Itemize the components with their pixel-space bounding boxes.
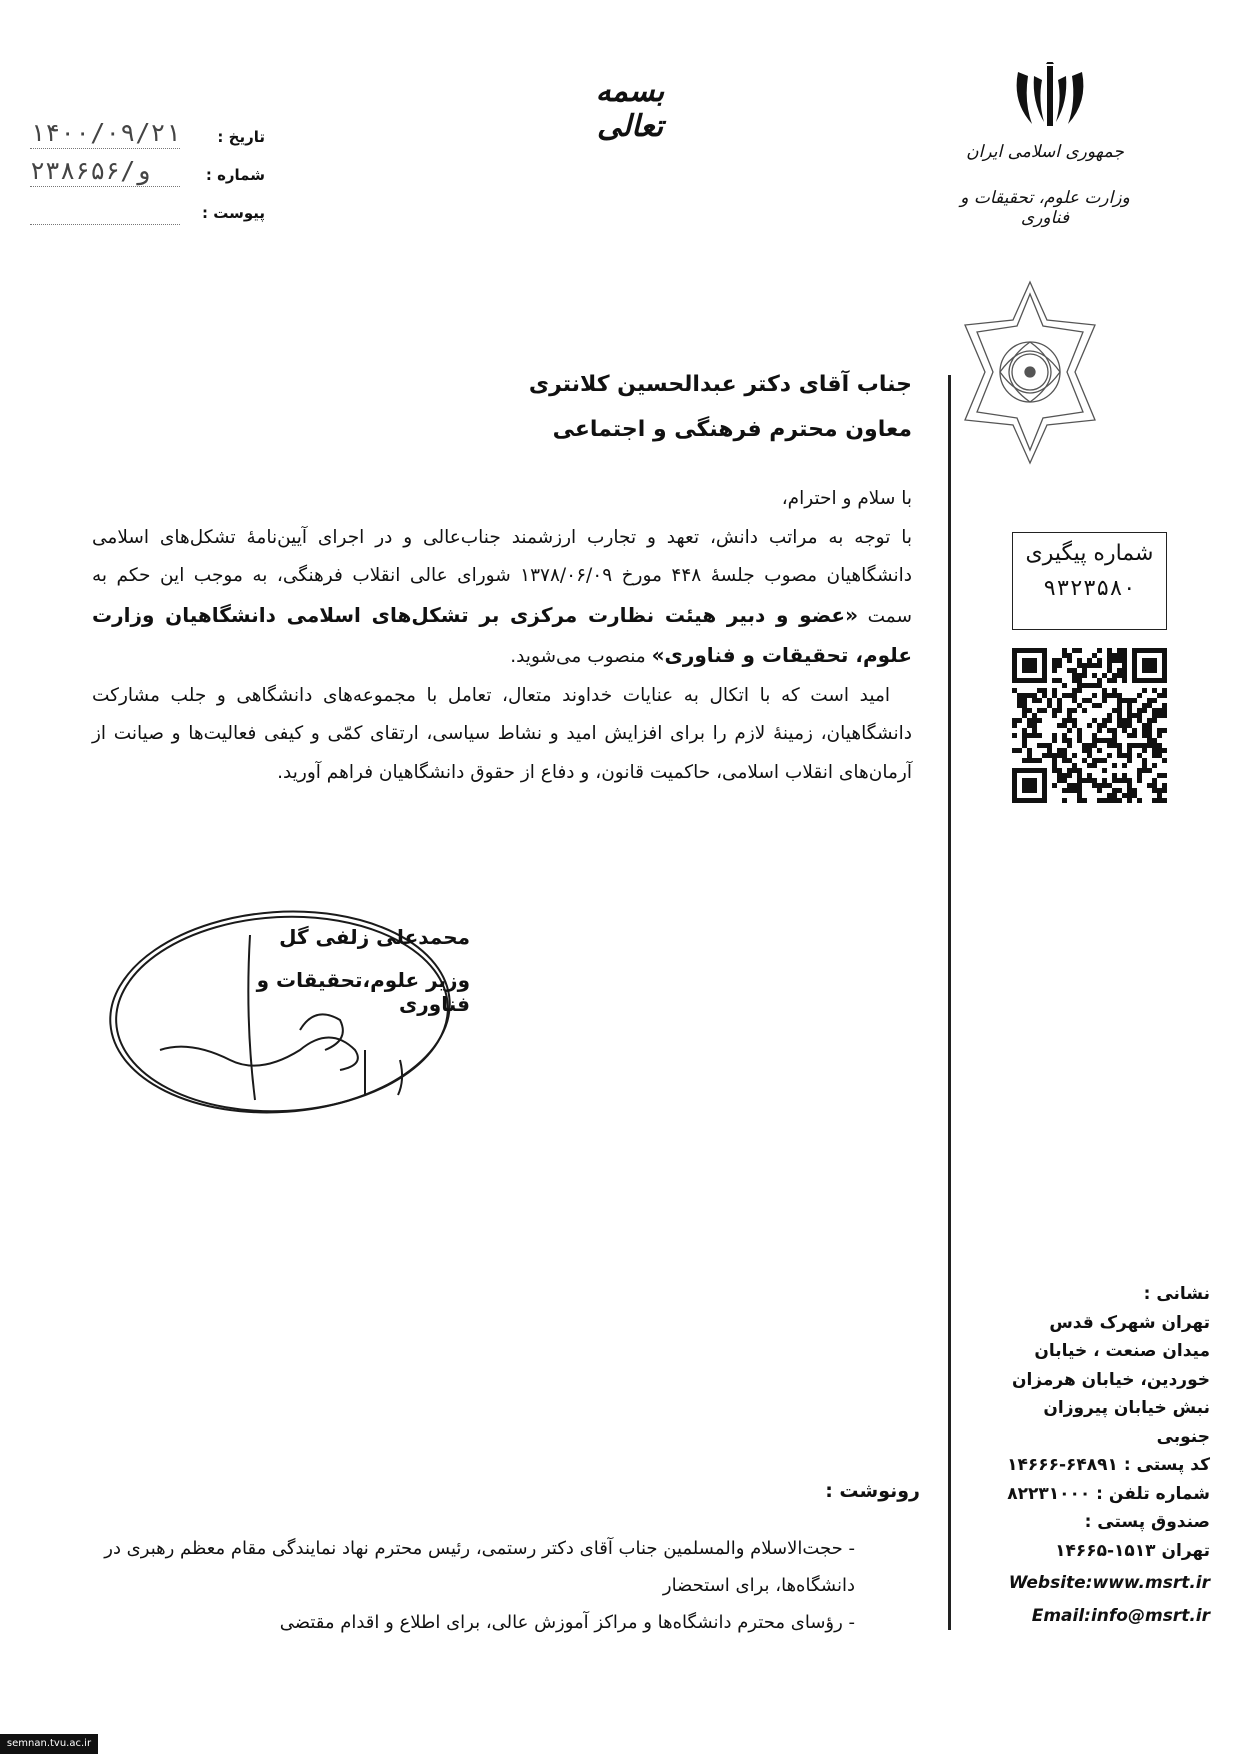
cc-list: [90, 1530, 855, 1641]
qr-code-icon: [1012, 648, 1167, 803]
paragraph-1-text-a: با توجه به مراتب دانش، تعهد و تجارب ارزشمند جناب‌عالی و در اجرای آیین‌نامهٔ تشکل‌های اسلامی دانشگاهیان مصوب جلسهٔ ۴۴۸ مورخ ۱۳۷۸/۰۶/۰۹ شورای عالی انقلاب فرهنگی، به موجب این حکم به سمت: [92, 526, 912, 627]
ministry-title: وزارت علوم، تحقیقات و فناوری: [960, 188, 1130, 228]
attachment-field: [30, 200, 265, 230]
date-value: ۱۴۰۰/۰۹/۲۱: [30, 118, 181, 147]
email-link[interactable]: Email:info@msrt.ir: [1031, 1605, 1210, 1626]
address-line: نبش خیابان پیروزان جنوبی: [1043, 1398, 1210, 1447]
postal-code: کد پستی : ۶۴۸۹۱-۱۴۶۶۶: [1007, 1455, 1210, 1475]
po-box-value: تهران ۱۵۱۳-۱۴۶۶۵: [1055, 1540, 1210, 1561]
republic-title: جمهوری اسلامی ایران: [966, 142, 1124, 162]
address-block: [985, 1280, 1210, 1630]
tracking-box: [1012, 532, 1167, 630]
number-field: [30, 156, 265, 192]
cc-title: رونوشت :: [825, 1480, 920, 1502]
signatory-title: وزیر علوم،تحقیقات و فناوری: [256, 968, 470, 1016]
attachment-label: پیوست :: [201, 204, 265, 222]
cc-item: - حجت‌الاسلام والمسلمین جناب آقای دکتر رستمی، رئیس محترم نهاد نمایندگی مقام معظم رهبری در دانشگاه‌ها، برای استحضار: [104, 1538, 855, 1596]
recipient-name: جناب آقای دکتر عبدالحسین کلانتری: [528, 372, 912, 397]
phone-number: شماره تلفن : ۸۲۲۳۱۰۰۰: [1007, 1483, 1210, 1504]
po-box-label: صندوق پستی :: [1084, 1512, 1210, 1532]
attachment-value: [30, 194, 180, 225]
number-label: شماره :: [205, 166, 265, 184]
recipient-title: معاون محترم فرهنگی و اجتماعی: [552, 417, 912, 442]
signatory-name: محمدعلی زلفی گل: [279, 925, 470, 949]
greeting: با سلام و احترام،: [781, 488, 912, 509]
cc-item: - رؤسای محترم دانشگاه‌ها و مراکز آموزش عالی، برای اطلاع و اقدام مقتضی: [279, 1612, 855, 1633]
address-line: میدان صنعت ، خیابان: [1034, 1341, 1210, 1361]
source-watermark: semnan.tvu.ac.ir: [0, 1734, 98, 1754]
vertical-divider: [948, 375, 951, 1630]
address-line: نشانی :: [1143, 1284, 1210, 1304]
date-label: تاریخ :: [217, 128, 265, 146]
ornament-icon: [955, 280, 1105, 465]
date-field: [30, 118, 265, 154]
tracking-number: ۹۳۲۳۵۸۰: [1043, 576, 1136, 601]
paragraph-2: امید است که با اتکال به عنایات خداوند متعال، تعامل با مجموعه‌های دانشگاهی و جلب مشارکت دانشگاهیان، زمینهٔ لازم را برای افزایش امید و نشاط سیاسی، ارتقای کمّی و کیفی فعالیت‌ها و صیانت از آرمان‌های انقلاب اسلامی، حاکمیت قانون، و دفاع از حقوق دانشگاهیان فراهم آورید.: [92, 684, 912, 783]
address-line: خوردین، خیابان هرمزان: [1011, 1369, 1210, 1390]
tracking-label: شماره پیگیری: [1025, 541, 1154, 566]
address-line: تهران شهرک قدس: [1049, 1312, 1210, 1333]
letter-body: [92, 480, 912, 792]
website-link[interactable]: Website:www.msrt.ir: [1008, 1573, 1210, 1593]
paragraph-1-text-b: منصوب می‌شوید.: [510, 646, 652, 667]
paragraph-1: [92, 519, 912, 677]
basmala: بسمه تعالی: [595, 74, 665, 144]
position-title: «عضو و دبیر هیئت نظارت مرکزی بر تشکل‌های اسلامی دانشگاهیان وزارت علوم، تحقیقات و فناوری»: [92, 602, 912, 667]
recipient-block: [112, 362, 912, 452]
iran-emblem-icon: [1010, 62, 1090, 132]
number-value: ۲۳۸۶۵۶/و: [30, 156, 180, 187]
